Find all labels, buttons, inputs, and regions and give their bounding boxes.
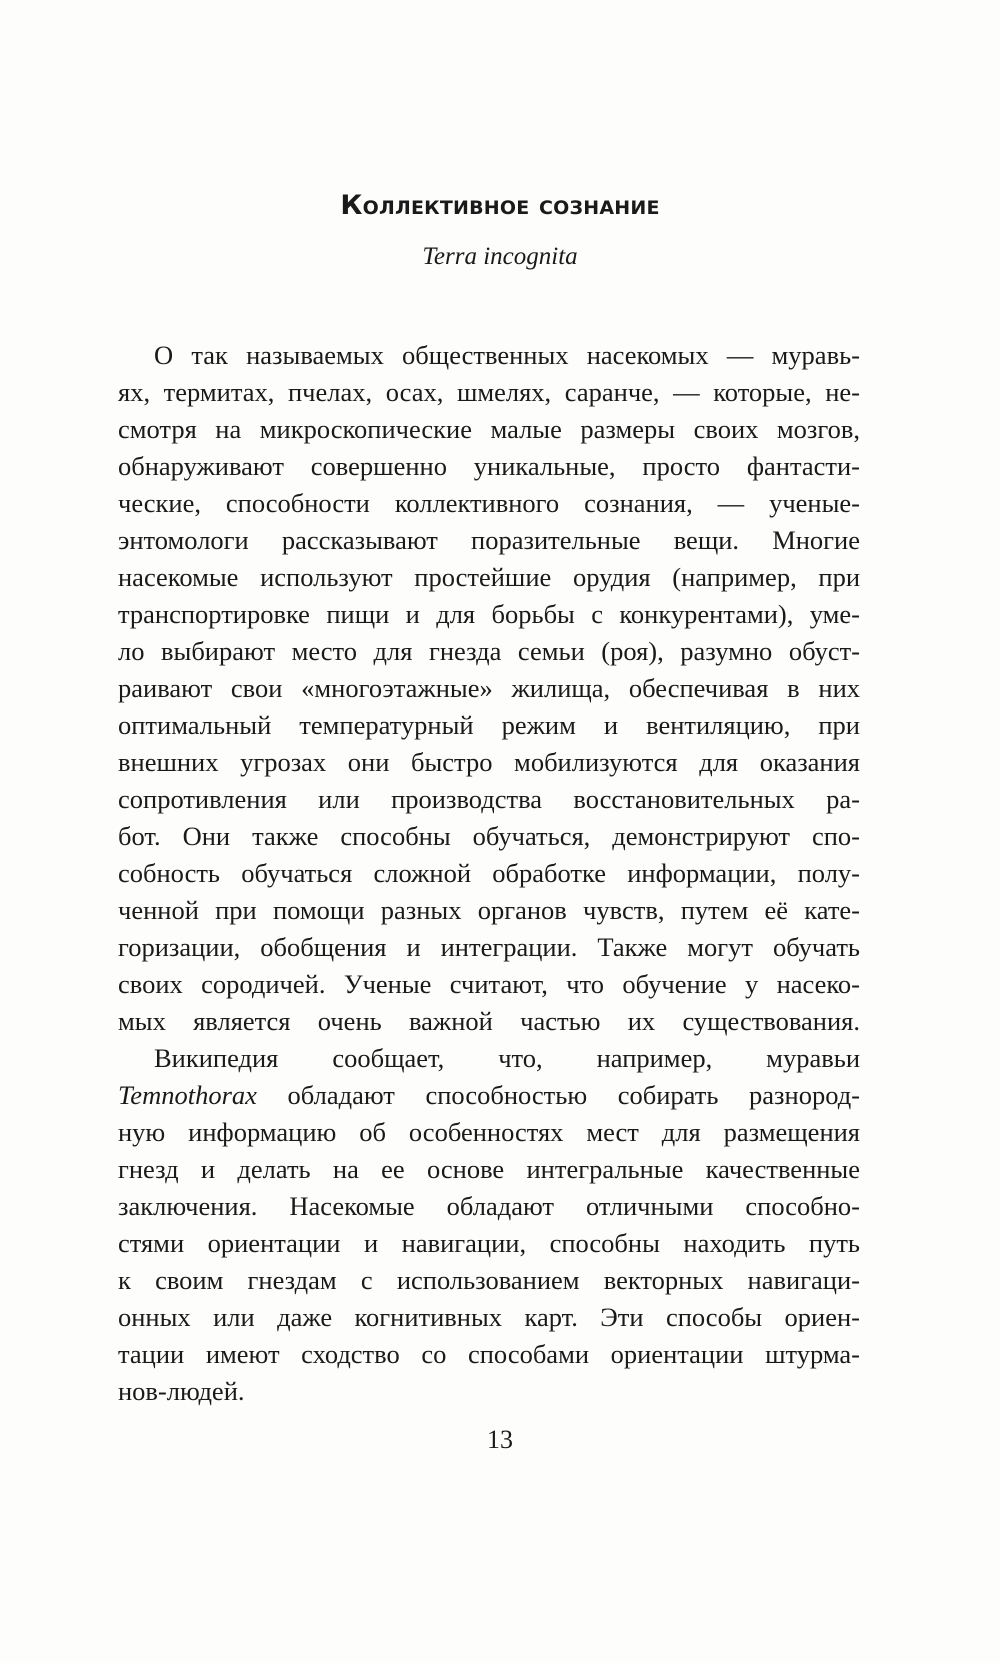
text-line: заключения. Насекомые обладают отличными способно- xyxy=(118,1191,860,1221)
text-line: своих сородичей. Ученые считают, что обучение у насеко- xyxy=(118,969,860,999)
text-line: раивают свои «многоэтажные» жилища, обеспечивая в них xyxy=(118,673,860,703)
body-text xyxy=(118,337,860,1410)
text-line: стями ориентации и навигации, способны находить путь xyxy=(118,1228,860,1258)
text-line: транспортировке пищи и для борьбы с конкурентами), уме- xyxy=(118,599,860,629)
text-line: горизации, обобщения и интеграции. Также могут обучать xyxy=(118,932,860,962)
text-line: внешних угрозах они быстро мобилизуются для оказания xyxy=(118,747,860,777)
text-line: ло выбирают место для гнезда семьи (роя), разумно обуст- xyxy=(118,636,860,666)
text-line: онных или даже когнитивных карт. Эти способы ориен- xyxy=(118,1302,860,1332)
text-line: Википедия сообщает, что, например, муравьи xyxy=(154,1043,860,1073)
text-line: обнаруживают совершенно уникальные, просто фантасти- xyxy=(118,451,860,481)
italic-term: Temnothorax xyxy=(118,1080,257,1110)
text-line: ченной при помощи разных органов чувств, путем её кате- xyxy=(118,895,860,925)
chapter-subtitle: Terra incognita xyxy=(422,243,578,270)
paragraph-1 xyxy=(118,337,860,1040)
text-line: нов-людей. xyxy=(118,1376,245,1406)
text-line: насекомые используют простейшие орудия (например, при xyxy=(118,562,860,592)
text-line: ную информацию об особенностях мест для размещения xyxy=(118,1117,860,1147)
text-span: обладают способностью собирать разнород- xyxy=(256,1080,860,1110)
text-line xyxy=(118,1077,860,1114)
text-line: к своим гнездам с использованием векторных навигаци- xyxy=(118,1265,860,1295)
text-line: мых является очень важной частью их существования. xyxy=(118,1006,860,1036)
text-line: гнезд и делать на ее основе интегральные качественные xyxy=(118,1154,860,1184)
text-line: ях, термитах, пчелах, осах, шмелях, саранче, — которые, не- xyxy=(118,377,860,407)
text-line: сопротивления или производства восстановительных ра- xyxy=(118,784,860,814)
text-line: ческие, способности коллективного сознания, — ученые- xyxy=(118,488,860,518)
text-line: О так называемых общественных насекомых — муравь- xyxy=(154,340,860,370)
text-line: собность обучаться сложной обработке информации, полу- xyxy=(118,858,860,888)
text-line: бот. Они также способны обучаться, демонстрируют спо- xyxy=(118,821,860,851)
page-number: 13 xyxy=(487,1425,513,1454)
text-line: энтомологи рассказывают поразительные вещи. Многие xyxy=(118,525,860,555)
text-line: тации имеют сходство со способами ориентации штурма- xyxy=(118,1339,860,1369)
text-line: смотря на микроскопические малые размеры своих мозгов, xyxy=(118,414,860,444)
text-line: оптимальный температурный режим и вентиляцию, при xyxy=(118,710,860,740)
paragraph-2 xyxy=(118,1040,860,1410)
chapter-title: Коллективное сознание xyxy=(340,190,660,221)
